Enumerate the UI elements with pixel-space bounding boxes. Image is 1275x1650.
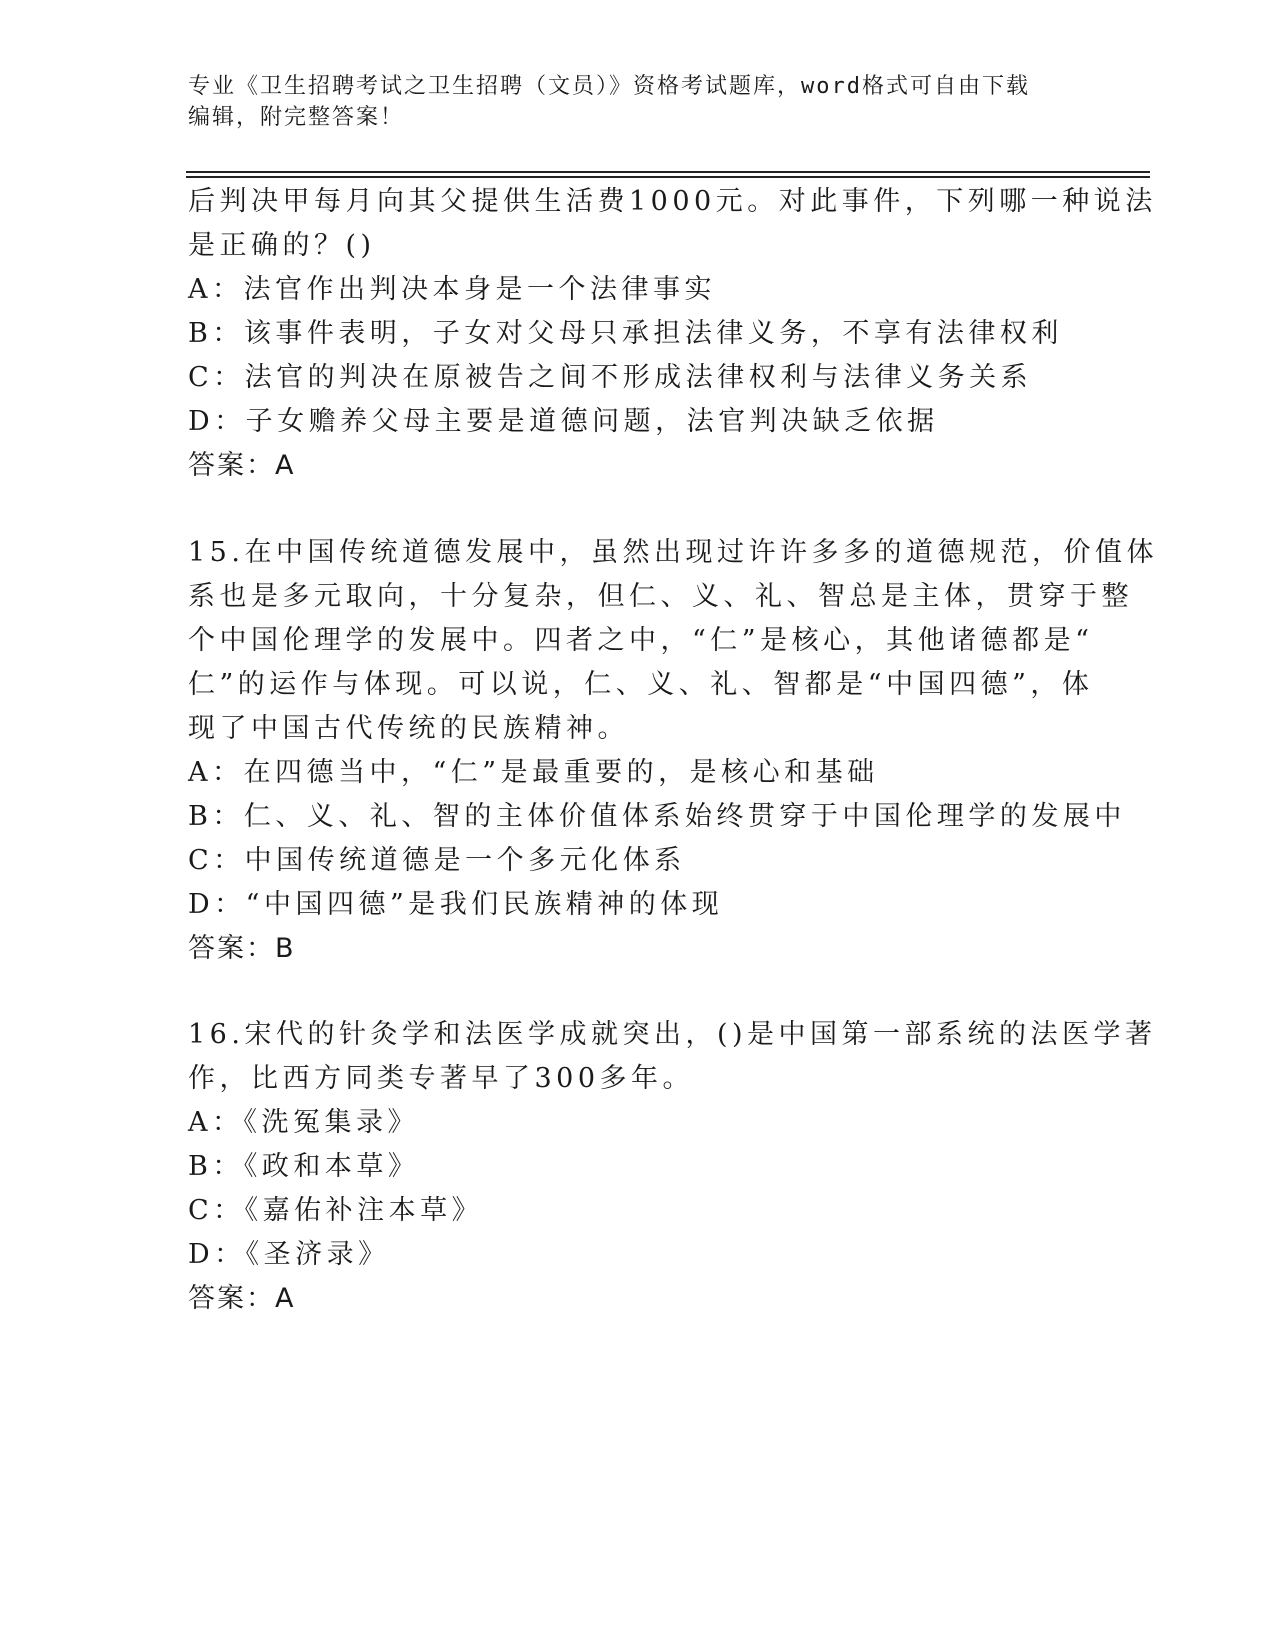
question-stem-line: 系也是多元取向，十分复杂，但仁、义、礼、智总是主体，贯穿于整: [188, 581, 1133, 612]
option-a: A：《洗冤集录》: [188, 1107, 419, 1138]
option-a: A：在四德当中，“仁”是最重要的，是核心和基础: [188, 757, 879, 788]
option-d: D：“中国四德”是我们民族精神的体现: [188, 889, 724, 920]
option-c: C：法官的判决在原被告之间不形成法律权利与法律义务关系: [188, 362, 1033, 393]
answer-line: 答案：A: [188, 450, 296, 481]
header-divider-bottom: [186, 176, 1150, 178]
option-b: B：该事件表明，子女对父母只承担法律义务，不享有法律权利: [188, 318, 1063, 349]
question-stem-line: 现了中国古代传统的民族精神。: [188, 713, 629, 744]
question-stem-line: 作，比西方同类专著早了300多年。: [188, 1063, 695, 1094]
question-stem-line: 16.宋代的针灸学和法医学成就突出，()是中国第一部系统的法医学著: [188, 1019, 1157, 1050]
header-divider-top: [186, 171, 1150, 173]
option-a: A：法官作出判决本身是一个法律事实: [188, 274, 716, 305]
option-c: C：《嘉佑补注本草》: [188, 1195, 484, 1226]
question-stem-line: 个中国伦理学的发展中。四者之中，“仁”是核心，其他诸德都是“: [188, 625, 1094, 656]
answer-line: 答案：A: [188, 1283, 296, 1314]
header-line-1: 专业《卫生招聘考试之卫生招聘（文员）》资格考试题库，word格式可自由下载: [188, 74, 1030, 99]
option-d: D：《圣济录》: [188, 1239, 390, 1270]
option-c: C：中国传统道德是一个多元化体系: [188, 845, 686, 876]
option-b: B：《政和本草》: [188, 1151, 420, 1182]
option-b: B：仁、义、礼、智的主体价值体系始终贯穿于中国伦理学的发展中: [188, 801, 1126, 832]
question-stem-line: 是正确的？(): [188, 230, 376, 261]
header-line-2: 编辑，附完整答案！: [188, 105, 405, 130]
answer-line: 答案：B: [188, 933, 296, 964]
question-stem-line: 后判决甲每月向其父提供生活费1000元。对此事件，下列哪一种说法: [188, 186, 1157, 217]
option-d: D：子女赡养父母主要是道德问题，法官判决缺乏依据: [188, 406, 939, 437]
question-stem-line: 15.在中国传统道德发展中，虽然出现过许许多多的道德规范，价值体: [188, 537, 1158, 568]
question-stem-line: 仁”的运作与体现。可以说，仁、义、礼、智都是“中国四德”，体: [188, 669, 1094, 700]
